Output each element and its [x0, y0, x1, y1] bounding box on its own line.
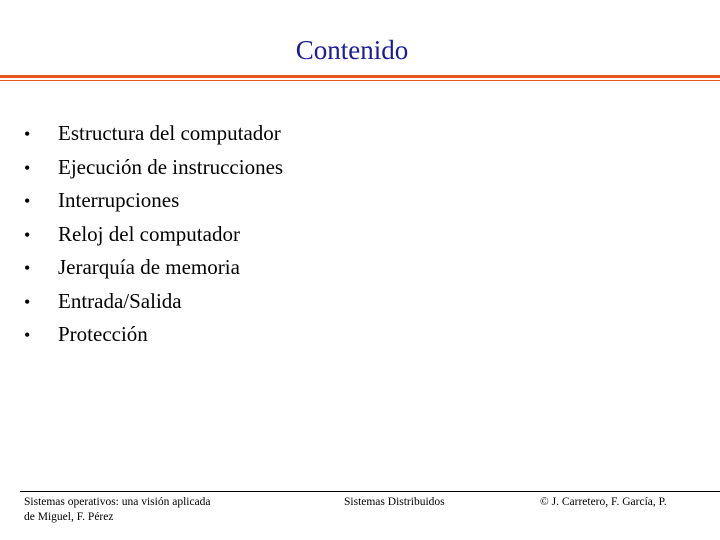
- title-underline-thick: [0, 75, 720, 78]
- bullet-text: Ejecución de instrucciones: [58, 154, 284, 179]
- bullet-marker: •: [24, 124, 31, 144]
- bullet-item: [24, 151, 283, 185]
- bullet-marker: •: [24, 224, 31, 245]
- bullet-text: Entrada/Salida: [58, 288, 182, 313]
- footer-course-name: Sistemas Distribuidos: [344, 496, 445, 508]
- bullet-marker: •: [24, 157, 31, 178]
- bullet-text: Jerarquía de memoria: [58, 255, 240, 279]
- bullet-text: Interrupciones: [58, 188, 180, 212]
- bullet-marker: •: [24, 258, 31, 278]
- footer-copyright: © J. Carretero, F. García, P.: [540, 496, 667, 508]
- bullet-text: Reloj del computador: [58, 221, 240, 246]
- bullet-list: [24, 117, 283, 352]
- bullet-text: Protección: [58, 322, 148, 346]
- bullet-text: Estructura del computador: [58, 121, 281, 145]
- bullet-item: [24, 251, 283, 285]
- footer-book-authors: de Miguel, F. Pérez: [24, 511, 114, 523]
- bullet-item: [24, 218, 283, 252]
- bullet-item: [24, 117, 283, 151]
- bullet-item: [24, 285, 283, 319]
- bullet-marker: •: [24, 325, 31, 345]
- footer-book-credit: [24, 495, 264, 525]
- footer-divider: [20, 491, 720, 492]
- bullet-item: [24, 318, 283, 352]
- bullet-marker: •: [24, 291, 31, 312]
- bullet-marker: •: [24, 191, 31, 211]
- slide-title: Contenido: [295, 35, 409, 65]
- title-underline-thin: [0, 80, 720, 81]
- footer-book-title: Sistemas operativos: una visión aplicada: [24, 496, 211, 508]
- bullet-item: [24, 184, 283, 218]
